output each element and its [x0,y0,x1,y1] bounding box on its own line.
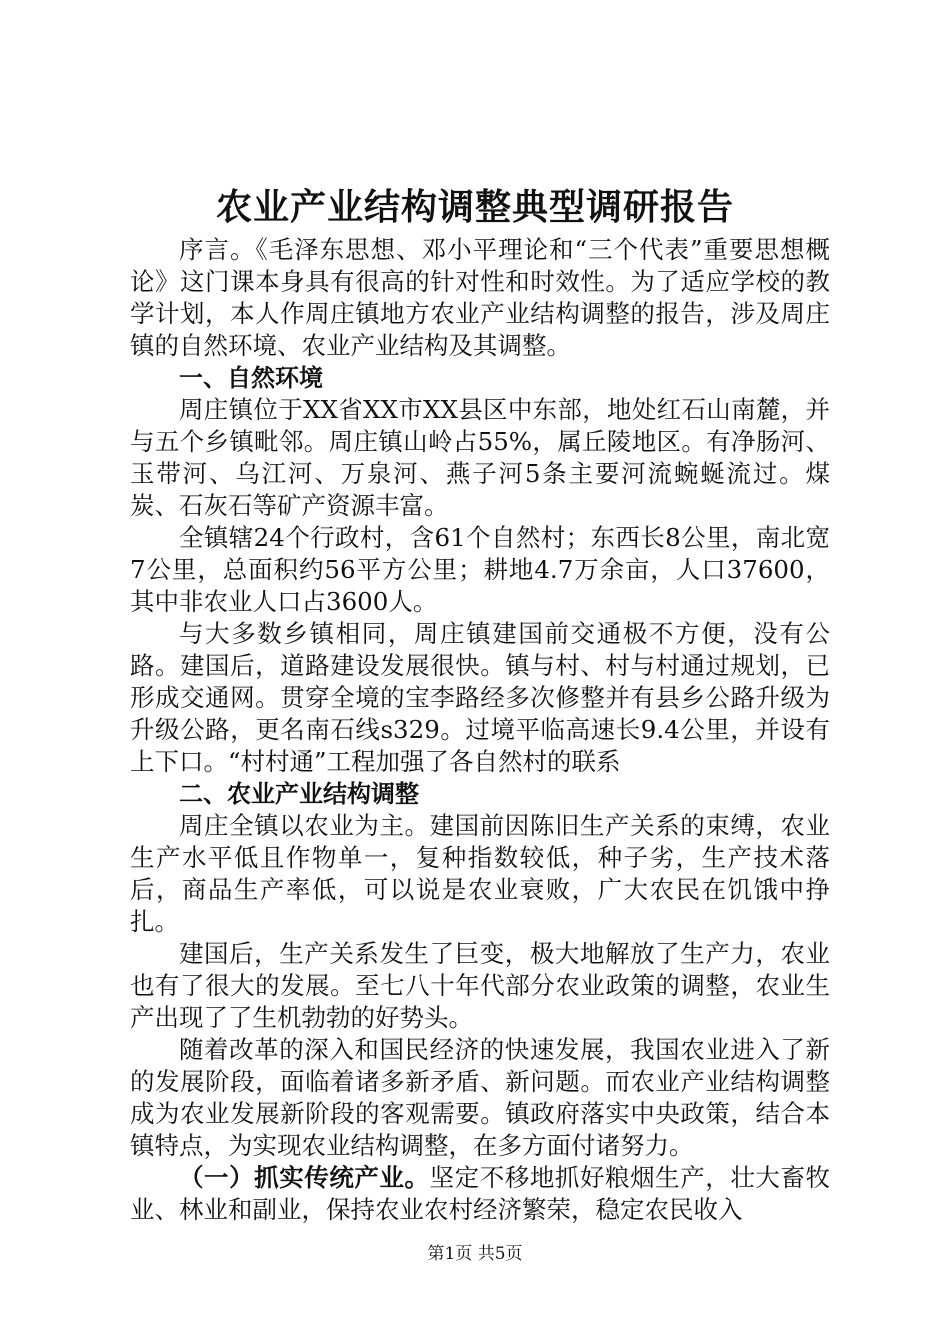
document-title: 农业产业结构调整典型调研报告 [215,187,734,228]
document-body [130,234,830,1226]
page-footer: 第1页 共5页 [427,1244,523,1264]
paragraph-post-founding: 建国后，生产关系发生了巨变，极大地解放了生产力，农业也有了很大的发展。至七八十年代部分农业政策的调整，农业生产出现了了生机勃勃的好势头。 [130,939,830,1032]
section-heading-structure-adjustment: 二、农业产业结构调整 [179,780,419,808]
paragraph-location: 周庄镇位于XX省XX市XX县区中东部，地处红石山南麓，并与五个乡镇毗邻。周庄镇山岭占55%，属丘陵地区。有净肠河、玉带河、乌江河、万泉河、燕子河5条主要河流蜿蜒流过。煤炭、石灰石等矿产资源丰富。 [130,395,830,520]
paragraph-transport: 与大多数乡镇相同，周庄镇建国前交通极不方便，没有公路。建国后，道路建设发展很快。镇与村、村与村通过规划，已形成交通网。贯穿全境的宝李路经多次修整并有县乡公路升级为升级公路，更名南石线s329。过境平临高速长9.4公里，并设有上下口。“村村通”工程加强了各自然村的联系 [130,619,830,776]
paragraph-area: 全镇辖24个行政村，含61个自然村；东西长8公里，南北宽7公里，总面积约56平方公里；耕地4.7万余亩，人口37600，其中非农业人口占3600人。 [130,523,830,616]
paragraph-traditional-industry [130,1162,830,1226]
subheading-traditional-industry: （一）抓实传统产业。 [179,1163,430,1192]
paragraph-reform: 随着改革的深入和国民经济的快速发展，我国农业进入了新的发展阶段，面临着诸多新矛盾、新问题。而农业产业结构调整成为农业发展新阶段的客观需要。镇政府落实中央政策，结合本镇特点，为实现农业结构调整，在多方面付诸努力。 [130,1035,830,1160]
paragraph-traditional-industry-text: 坚定不移地抓好粮烟生产，壮大畜牧业、林业和副业，保持农业农村经济繁荣，稳定农民收入 [130,1163,831,1224]
paragraph-history: 周庄全镇以农业为主。建国前因陈旧生产关系的束缚，农业生产水平低且作物单一，复种指数较低，种子劣，生产技术落后，商品生产率低，可以说是农业衰败，广大农民在饥饿中挣扎。 [130,811,830,936]
paragraph-preface: 序言。《毛泽东思想、邓小平理论和“三个代表”重要思想概论》这门课本身具有很高的针对性和时效性。为了适应学校的教学计划，本人作周庄镇地方农业产业结构调整的报告，涉及周庄镇的自然环境、农业产业结构及其调整。 [130,235,830,360]
section-heading-natural-environment: 一、自然环境 [179,364,323,392]
